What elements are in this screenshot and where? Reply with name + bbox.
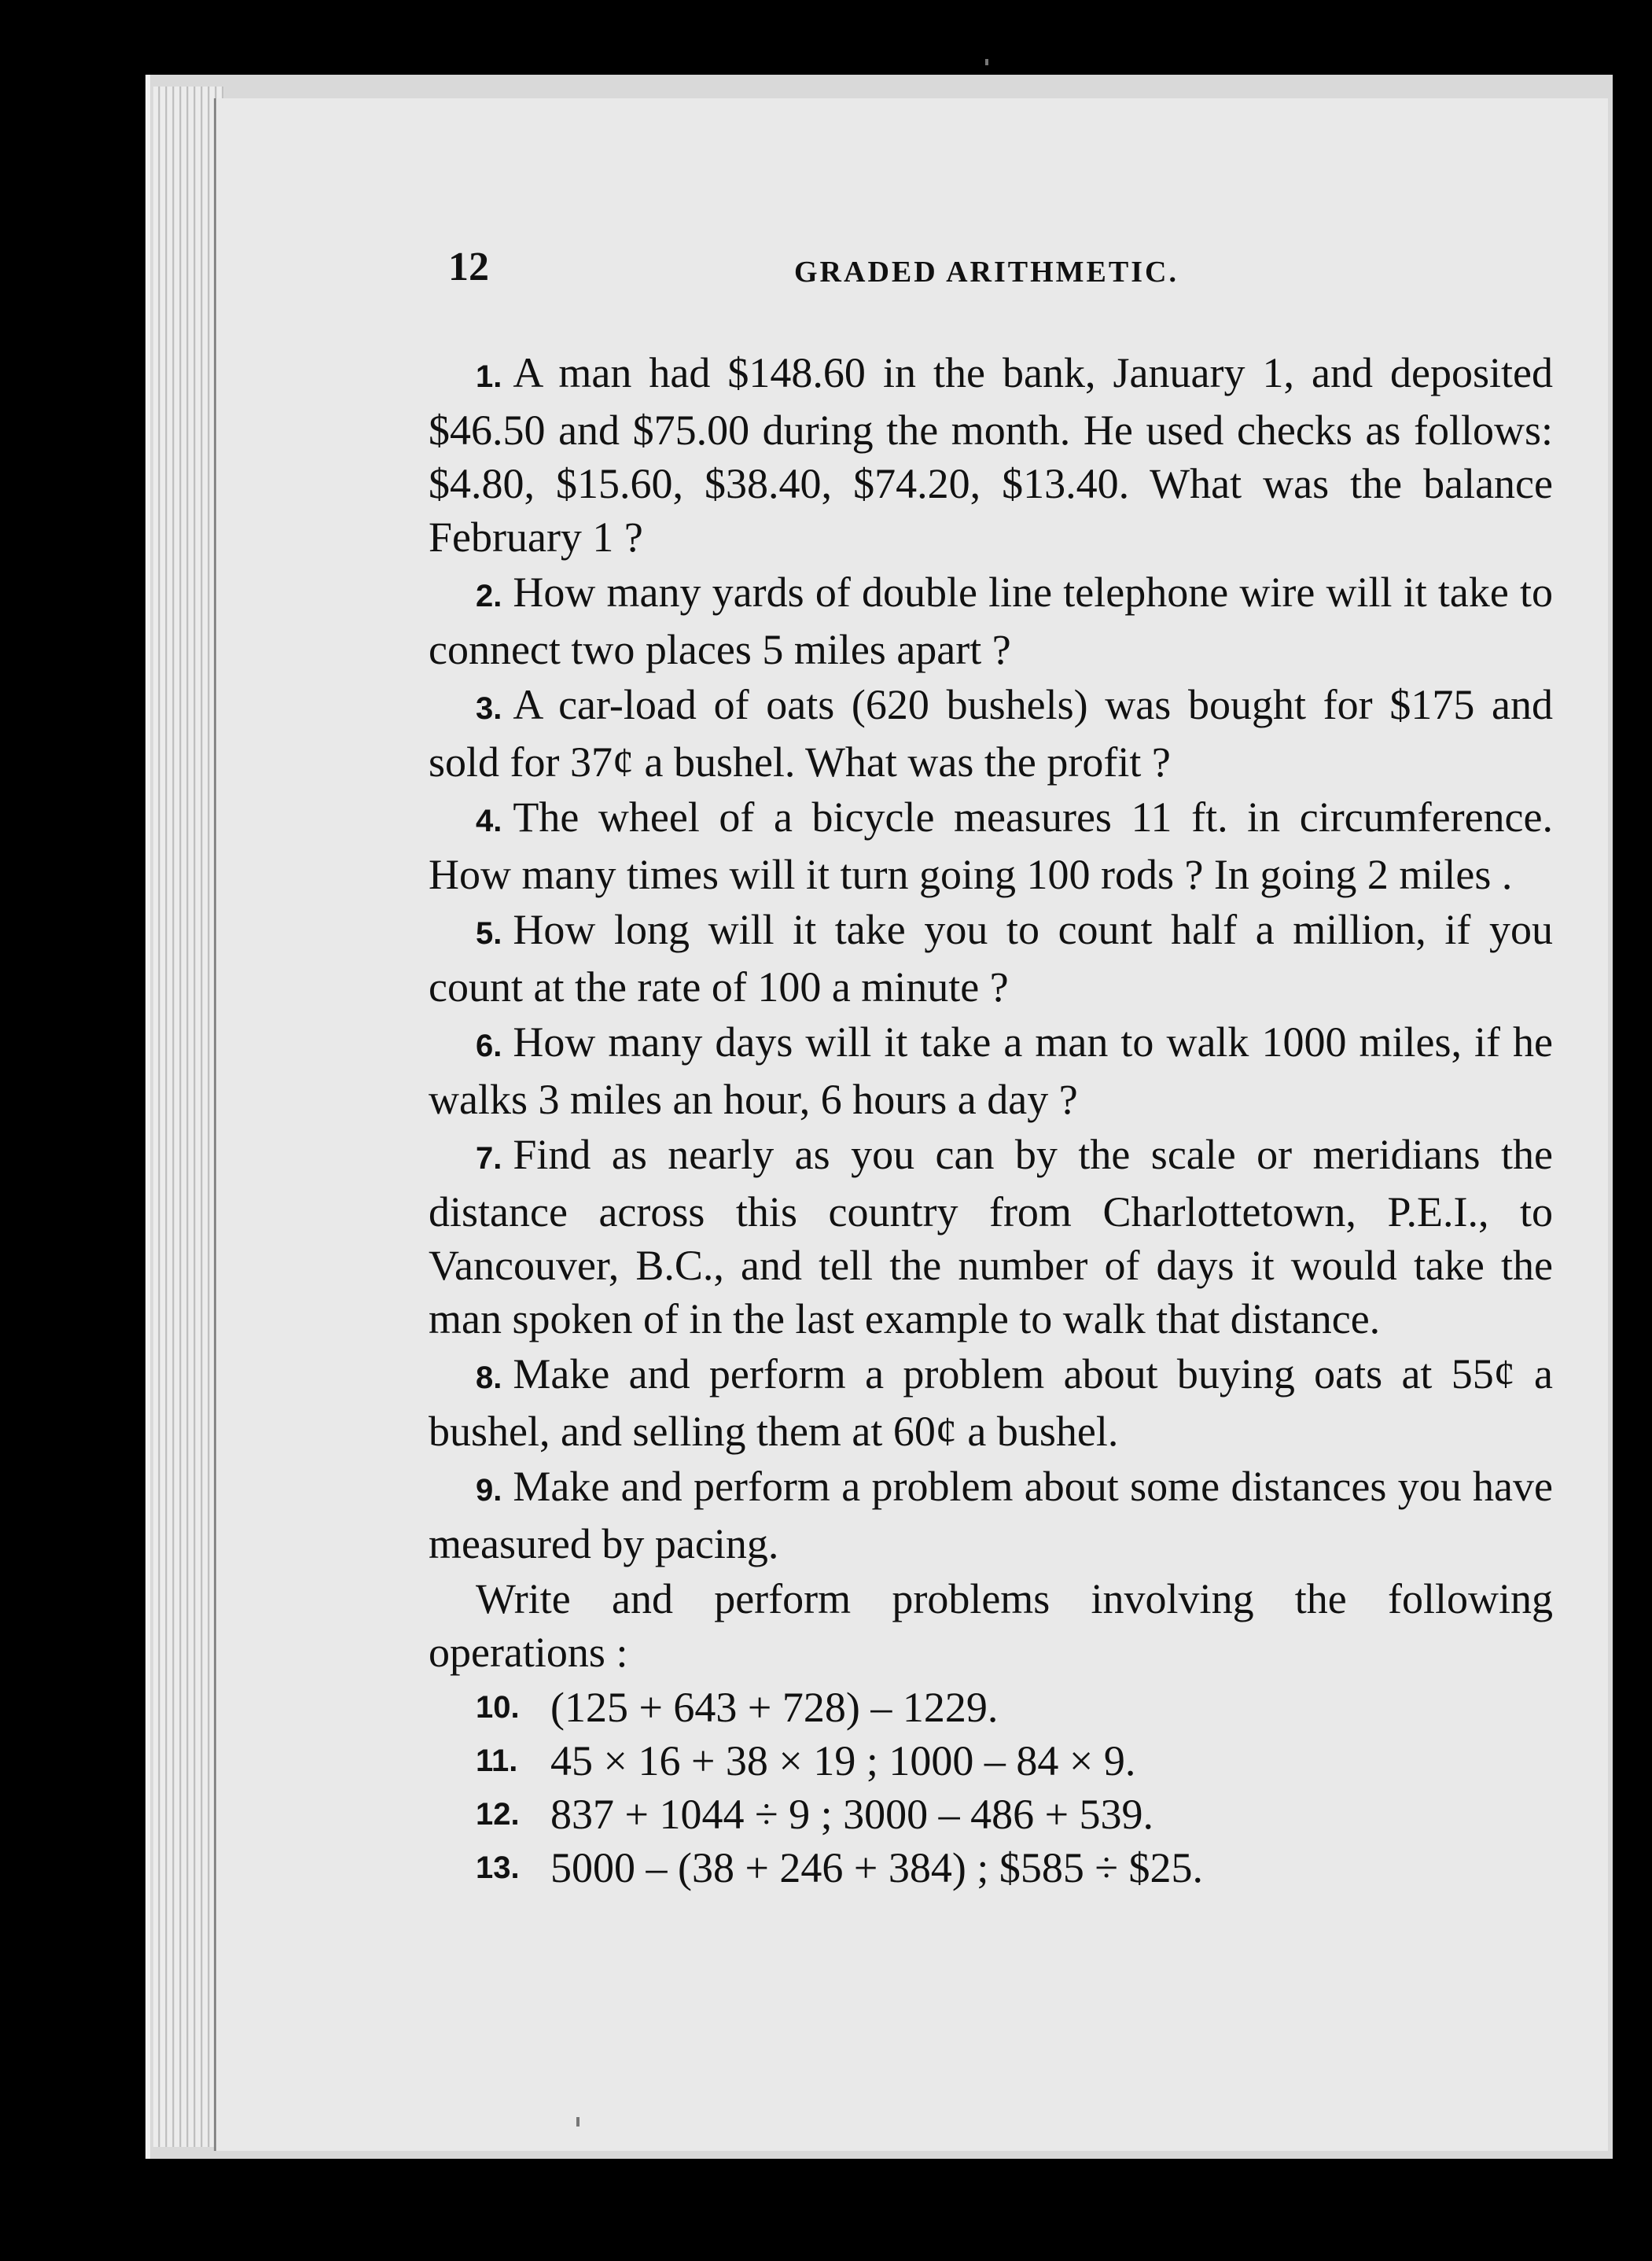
problem-text: A car-load of oats (620 bushels) was bought for $175 and sold for 37¢ a bushel. What was the profit ?	[429, 681, 1553, 786]
problem-text: Make and perform a problem about buying oats at 55¢ a bushel, and selling them at 60¢ a bushel.	[429, 1350, 1553, 1455]
problem-text: The wheel of a bicycle measures 11 ft. in circumference. How many times will it turn going 100 rods ? In going 2 miles .	[429, 794, 1553, 898]
problem-text: How many yards of double line telephone wire will it take to connect two places 5 miles apart ?	[429, 569, 1553, 673]
problem-4	[429, 790, 1553, 901]
problem-1	[429, 346, 1553, 564]
problem-number: 1.	[476, 359, 502, 394]
problem-number: 4.	[476, 804, 502, 838]
problem-number: 6.	[476, 1029, 502, 1063]
problem-text: Find as nearly as you can by the scale or meridians the distance across this country from Charlottetown, P.E.I., to Vancouver, B.C., and tell the number of days it would take the man spoken of in the last example to walk that distance.	[429, 1131, 1553, 1342]
problem-number: 5.	[476, 916, 502, 951]
operation-10	[476, 1681, 1553, 1734]
problem-8	[429, 1347, 1553, 1458]
operation-number: 11.	[476, 1744, 518, 1778]
problem-9	[429, 1460, 1553, 1571]
scan-speck	[576, 2117, 579, 2127]
problem-number: 7.	[476, 1141, 502, 1176]
problem-text: How long will it take you to count half a million, if you count at the rate of 100 a minute ?	[429, 906, 1553, 1011]
page-body	[429, 346, 1553, 1895]
problem-text: A man had $148.60 in the bank, January 1, and deposited $46.50 and $75.00 during the month. He used checks as follows: $4.80, $15.60, $38.40, $74.20, $13.40. What was the balance February 1 ?	[429, 349, 1553, 561]
problem-5	[429, 903, 1553, 1014]
operation-text: 5000 – (38 + 246 + 384) ; $585 ÷ $25.	[550, 1844, 1204, 1891]
problem-number: 3.	[476, 691, 502, 726]
operation-12	[476, 1788, 1553, 1841]
operation-text: 45 × 16 + 38 × 19 ; 1000 – 84 × 9.	[550, 1737, 1136, 1784]
operation-13	[476, 1841, 1553, 1895]
problem-7	[429, 1128, 1553, 1346]
running-title: GRADED ARITHMETIC.	[794, 256, 1179, 289]
problem-3	[429, 678, 1553, 789]
operation-11	[476, 1734, 1553, 1788]
scan-speck	[985, 59, 988, 65]
problem-text: Make and perform a problem about some distances you have measured by pacing.	[429, 1463, 1553, 1567]
operation-number: 12.	[476, 1797, 520, 1832]
operation-number: 13.	[476, 1850, 520, 1885]
page-number: 12	[448, 245, 489, 289]
operation-text: 837 + 1044 ÷ 9 ; 3000 – 486 + 539.	[550, 1791, 1154, 1838]
operations-intro: Write and perform problems involving the following operations :	[429, 1575, 1553, 1676]
operation-number: 10.	[476, 1690, 520, 1725]
page-header	[448, 244, 1565, 307]
problem-text: How many days will it take a man to walk 1000 miles, if he walks 3 miles an hour, 6 hours a day ?	[429, 1018, 1553, 1123]
problem-number: 8.	[476, 1361, 502, 1395]
problem-number: 9.	[476, 1473, 502, 1508]
problem-6	[429, 1015, 1553, 1126]
problem-2	[429, 565, 1553, 676]
operation-text: (125 + 643 + 728) – 1229.	[550, 1684, 999, 1731]
problem-number: 2.	[476, 579, 502, 613]
